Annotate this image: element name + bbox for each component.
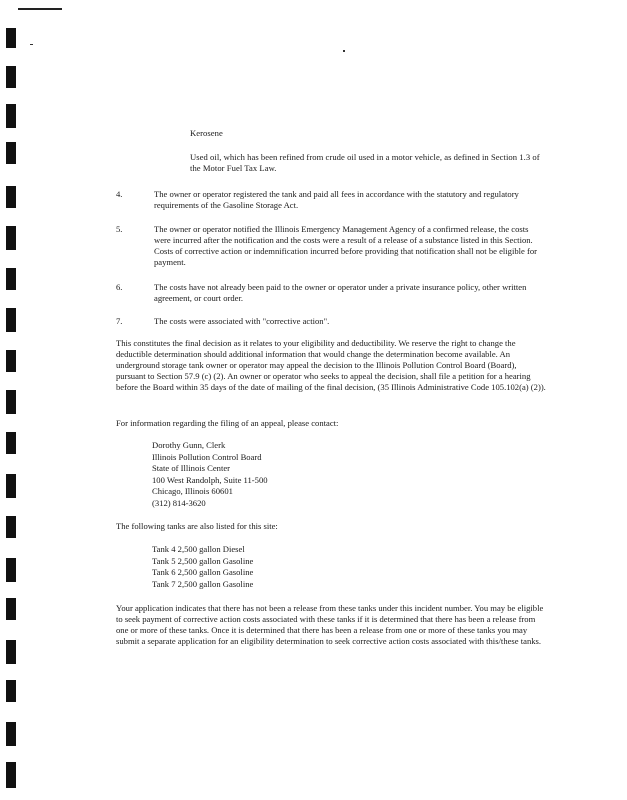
binding-mark bbox=[6, 432, 16, 454]
binding-mark bbox=[6, 390, 16, 414]
list-item: Tank 4 2,500 gallon Diesel bbox=[152, 544, 245, 554]
item-text: The costs have not already been paid to the owner or operator under a private insurance policy, other written agreement, or court order. bbox=[154, 282, 527, 303]
binding-mark bbox=[6, 66, 16, 88]
appeal-intro: For information regarding the filing of an appeal, please contact: bbox=[116, 418, 339, 428]
binding-mark bbox=[6, 762, 16, 788]
list-item: Tank 7 2,500 gallon Gasoline bbox=[152, 578, 254, 589]
binding-mark bbox=[6, 28, 16, 48]
closing-paragraph: Your application indicates that there has not been a release from these tanks under this incident number. You may be eligible to seek payment of corrective action costs associated with these tanks if it is determined that there has been a release from one or more of these tanks. Once it is determined that there has been a release from one or more of these tanks you may submit a separate application for an eligibility determination to seek corrective action costs associated with this/these tanks. bbox=[116, 603, 544, 646]
item-number: 6. bbox=[116, 282, 123, 292]
contact-city: Chicago, Illinois 60601 bbox=[152, 486, 233, 496]
contact-street: 100 West Randolph, Suite 11-500 bbox=[152, 474, 268, 485]
binding-mark bbox=[6, 474, 16, 498]
scan-speck bbox=[343, 50, 345, 52]
binding-mark bbox=[6, 598, 16, 620]
binding-mark bbox=[6, 104, 16, 128]
item-text: The owner or operator registered the tank and paid all fees in accordance with the statutory and regulatory requirements of the Gasoline Storage Act. bbox=[154, 189, 519, 210]
binding-mark bbox=[6, 640, 16, 664]
tanks-intro: The following tanks are also listed for this site: bbox=[116, 521, 278, 531]
scan-speck bbox=[30, 44, 33, 45]
contact-org: Illinois Pollution Control Board bbox=[152, 451, 262, 462]
contact-phone: (312) 814-3620 bbox=[152, 497, 206, 508]
list-item: Tank 6 2,500 gallon Gasoline bbox=[152, 567, 254, 577]
final-decision-paragraph: This constitutes the final decision as it relates to your eligibility and deductibility. We reserve the right to change the deductible determination should additional information that would change the determination become available. An underground storage tank owner or operator may appeal the decision to the Illinois Pollution Control Board (Board), pursuant to Section 57.9 (c) (2). An owner or operator who seeks to appeal the decision, shall file a petition for a hearing before the Board within 35 days of the date of mailing of the final decision, (35 Illinois Administrative Code 105.102(a) (2)). bbox=[116, 338, 546, 392]
scan-top-rule bbox=[18, 8, 62, 10]
definition-body: Used oil, which has been refined from crude oil used in a motor vehicle, as defined in Section 1.3 of the Motor Fuel Tax Law. bbox=[190, 152, 540, 173]
item-text: The costs were associated with "corrective action". bbox=[154, 316, 330, 326]
binding-mark bbox=[6, 558, 16, 582]
binding-mark bbox=[6, 186, 16, 208]
contact-name: Dorothy Gunn, Clerk bbox=[152, 440, 226, 450]
binding-mark bbox=[6, 680, 16, 702]
binding-mark bbox=[6, 268, 16, 290]
contact-building: State of Illinois Center bbox=[152, 463, 231, 473]
tank-list bbox=[152, 544, 253, 590]
binding-mark bbox=[6, 142, 16, 164]
item-number: 7. bbox=[116, 316, 123, 326]
item-number: 5. bbox=[116, 224, 123, 234]
binding-mark bbox=[6, 722, 16, 746]
binding-mark bbox=[6, 308, 16, 332]
list-item: Tank 5 2,500 gallon Gasoline bbox=[152, 555, 254, 566]
item-text: The owner or operator notified the Illinois Emergency Management Agency of a confirmed release, the costs were incurred after the notification and the costs were a result of a release of a substance listed in this Section. Costs of corrective action or indemnification incurred before providing that notification shall not be eligible for payment. bbox=[154, 224, 538, 267]
definition-term: Kerosene bbox=[190, 128, 223, 138]
binding-mark bbox=[6, 226, 16, 250]
binding-mark bbox=[6, 516, 16, 538]
contact-address bbox=[152, 440, 268, 509]
binding-mark bbox=[6, 350, 16, 372]
item-number: 4. bbox=[116, 189, 123, 199]
